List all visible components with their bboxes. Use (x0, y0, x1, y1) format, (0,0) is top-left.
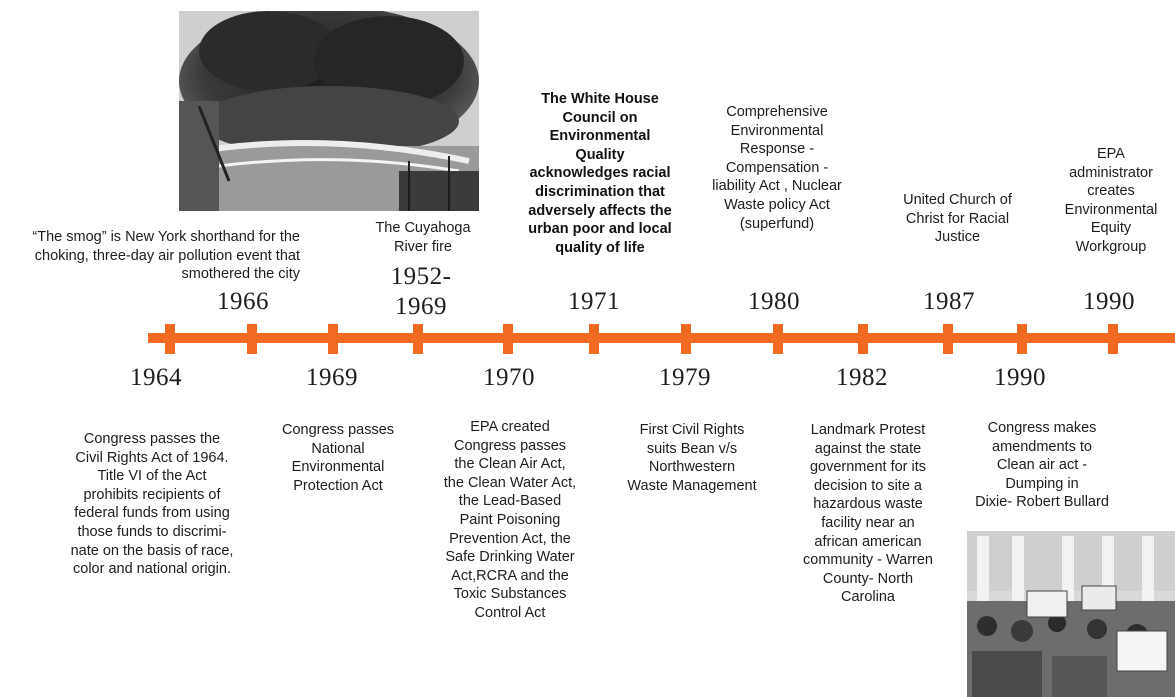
timeline-tick (328, 324, 338, 354)
timeline-tick (1108, 324, 1118, 354)
event-1980-description: Comprehensive Environmental Response - Compensation - liability Act , Nuclear Waste policy Act (superfund) (712, 104, 842, 232)
event-1966-description: “The smog” is New York shorthand for the choking, three-day air pollution event that smothered the city (32, 229, 300, 283)
year-1970: 1970 (483, 364, 535, 391)
event-1969-description: Congress passes National Environmental Protection Act (281, 422, 395, 494)
timeline-tick (589, 324, 599, 354)
cuyahoga-fire-illustration (179, 11, 479, 211)
event-1990-top-description: EPA administrator creates Environmental Equity Workgroup (1064, 146, 1158, 255)
year-1969: 1969 (306, 364, 358, 391)
protest-illustration (967, 531, 1175, 697)
event-1982-description: Landmark Protest against the state government for its decision to site a hazardous waste facility near an african american community - Warren County- North Carolina (803, 422, 933, 606)
timeline-tick (1017, 324, 1027, 354)
event-1970-description: EPA created Congress passes the Clean Air Act, the Clean Water Act, the Lead-Based Paint Poisoning Prevention Act, the Safe Drinking Water Act,RCRA and the Toxic Substances Control Act (443, 419, 577, 621)
warren-county-protest-photo (967, 531, 1175, 697)
year-1979: 1979 (659, 364, 711, 391)
event-1990-bottom-description: Congress makes amendments to Clean air act - Dumping in Dixie- Robert Bullard (975, 420, 1109, 511)
cuyahoga-fire-photo (179, 11, 479, 211)
timeline-tick (503, 324, 513, 354)
timeline-tick (165, 324, 175, 354)
timeline-tick (943, 324, 953, 354)
year-1990-bottom: 1990 (994, 364, 1046, 391)
timeline-tick (773, 324, 783, 354)
year-1964: 1964 (130, 364, 182, 391)
year-1990-top: 1990 (1083, 288, 1135, 315)
event-1971-description: The White House Council on Environmental Quality acknowledges racial discrimination that adversely affects the urban poor and local quality of life (528, 91, 672, 256)
year-1966: 1966 (217, 288, 269, 315)
timeline-tick (681, 324, 691, 354)
event-1979-description: First Civil Rights suits Bean v/s Northwestern Waste Management (627, 422, 757, 494)
timeline-tick (858, 324, 868, 354)
year-1980: 1980 (748, 288, 800, 315)
year-1982: 1982 (836, 364, 888, 391)
timeline-tick (247, 324, 257, 354)
year-1987: 1987 (923, 288, 975, 315)
year-1971: 1971 (568, 288, 620, 315)
event-1952-1969-description: The Cuyahoga River fire (375, 220, 471, 255)
event-1964-description: Congress passes the Civil Rights Act of 1964. Title VI of the Act prohibits recipients of federal funds from using those funds to discrimi- nate on the basis of race, color and national origin. (70, 431, 234, 578)
event-1987-description: United Church of Christ for Racial Justice (903, 192, 1012, 246)
year-1952-1969: 1952- 1969 (390, 263, 452, 320)
timeline-tick (413, 324, 423, 354)
